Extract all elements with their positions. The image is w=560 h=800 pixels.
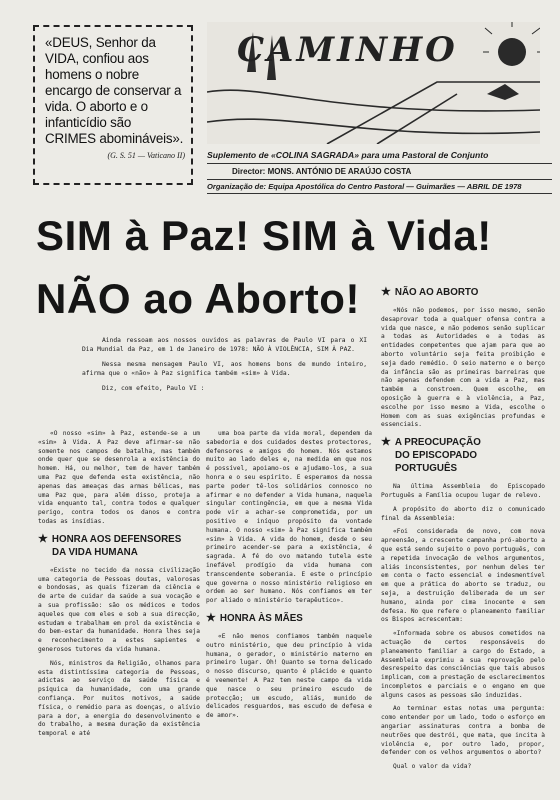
star-icon: ★ (381, 436, 391, 449)
masthead-subtitle: Suplemento de «COLINA SAGRADA» para uma Pastoral de Conjunto (207, 150, 489, 160)
headline-line-2: NÃO ao Aborto! (36, 275, 361, 322)
column-paragraph: «O nosso «sim» à Paz, estende-se a um «sim» à Vida. A Paz deve afirmar-se não somente nos campos de batalha, mas também onde quer que se desenrola a existência do homem. Há, ou melhor, tem de haver também uma Paz que defenda esta existência, não apenas das ameaças das armas bélicas, mas uma Paz que, para além disso, proteja a vida enquanto tal, contra todos e qualquer perigo, contra todos os danos e contra todas as insídias. (38, 430, 200, 525)
column-3 (381, 280, 545, 777)
intro-text (82, 336, 367, 399)
heading-text: DA VIDA HUMANA (52, 546, 138, 558)
heading-text: DO EPISCOPADO (395, 450, 478, 462)
column-paragraph: Nós, ministros da Religião, olhamos para esta distintíssima categoria de Pessoas, adictas ao serviço da saúde física e psíquica da humanidade, com uma grande confiança. Por muitos motivos, a saúde física, o remédio para as doenças, o alívio para a dor, a energia do desenvolvimento e do trabalho, a mesma duração da existência temporal e até (38, 659, 200, 738)
headline-line-1: SIM à Paz! SIM à Vida! (36, 212, 492, 259)
star-icon: ★ (38, 532, 48, 545)
column-paragraph: «E não menos confiamos também naquele outro ministério, que deu princípio à vida humana, o gerador, o ministério materno em primeiro lugar. Oh! Quanto se torna delicado o nosso discurso, quanto é plácido e quanto é veemente! A Paz tem neste campo da vida que nasce o seu primeiro escudo de protecção; um escudo, aliás, munido de delicados resguardos, mas escudo de defesa e de amor». (206, 632, 372, 720)
column-paragraph: Na última Assembleia do Episcopado Português a Família ocupou lugar de relevo. (381, 483, 545, 499)
star-icon: ★ (381, 286, 391, 298)
heading-text: A PREOCUPAÇÃO (394, 437, 481, 449)
column-paragraph: Ao terminar estas notas uma pergunta: como entender por um lado, todo o esforço em angariar assinaturas contra a bomba de neutrões que destrói, que mata, que incita à violência e, por outro lado, propor, defender com os velhos argumentos o aborto? (381, 705, 545, 757)
divider-line (207, 163, 552, 164)
heading-text: PORTUGUÊS (395, 463, 458, 475)
section-heading-honra-defensores (38, 533, 200, 559)
column-paragraph: Qual o valor da vida? (393, 763, 472, 771)
masthead-director: Director: MONS. ANTÓNIO DE ARAÚJO COSTA (232, 167, 412, 176)
section-heading-episcopado (381, 436, 545, 475)
star-icon: ★ (206, 611, 216, 624)
intro-paragraph: Diz, com efeito, Paulo VI : (102, 385, 205, 392)
divider-line (207, 179, 552, 180)
quote-box (33, 25, 193, 185)
column-paragraph: «Existe no tecido da nossa civilização uma categoria de Pessoas doutas, valorosas e bondosas, as quais fizeram da ciência e de arte de cuidar da saúde a sua vocação e a sua profissão: são os médicos e todos aqueles que com eles e sob a sua direcção, estudam e trabalham em prol da existência e do bem-estar da humanidade. Honra lhes seja e reconhecimento a estes sapientes e generosos tutores da vida humana. (38, 566, 200, 653)
masthead-illustration (207, 22, 540, 144)
masthead-organization: Organização de: Equipa Apostólica do Centro Pastoral — Guimarães — ABRIL DE 1978 (207, 182, 522, 191)
heading-text: NÃO AO ABORTO (394, 287, 479, 298)
column-paragraph: «Foi considerada de novo, com nova apreensão, a crescente campanha pró-aborto a que está sendo sujeito o povo português, com a repetida invocação de velhos argumentos, aliás inconsistentes, por nenhum deles ter em conta o facto essencial e indesmentível em que a prática do aborto se traduz, ou seja, a destruição deliberada de um ser humano, ainda por cima inocente e sem defesa. No que refere o planeamento familiar os Bispos acrescentam: (381, 528, 545, 624)
quote-text: «DEUS, Senhor da VIDA, confiou aos homens o nobre encargo de conservar a vida. O aborto e o infanticídio são CRIMES abomináveis». (45, 35, 184, 146)
section-heading-nao-aborto (381, 286, 545, 299)
quote-source: (G. S. 51 — Vaticano II) (107, 151, 185, 160)
column-paragraph: «Informada sobre os abusos cometidos na actuação de certos responsáveis do planeamento familiar a cargo do Estado, a Assembleia exprimiu a sua reprovação pelo desrespeito das consciências que tais abusos implicam, com a prestação de esclarecimentos incompletos e parciais e o engano em que alguns casos as pessoas são induzidas. (381, 630, 545, 699)
column-paragraph: «Nós não podemos, por isso mesmo, senão desaprovar toda a qualquer ofensa contra a vida que nasce, e não podemos senão suplicar a todas as Autoridades e a todas as entidades competentes que ajam para que ao aborto voluntário seja feita proibição e seja dado remédio. O seio materno e o berço da infância são as primeiras barreiras que não apenas defendem com a vida a Paz, mas também a constroem. Quem escolhe, em oposição à guerra e à violência, a Paz, escolhe por isso mesmo a Vida, escolhe o Homem com as suas exigências profundas e essenciais. (381, 307, 545, 429)
intro-paragraph: Nessa mesma mensagem Paulo VI, aos homens bons de mundo inteiro, afirma que o «não» à Paz significa também «sim» à Vida. (82, 361, 367, 377)
column-paragraph: uma boa parte da vida moral, dependem da sabedoria e dos cuidados destes protectores, defensores e amigos do homem. Nós estamos muito ao lado deles e, na medida em que nos é possível, apoiamo-os e ajudamo-los, a sua honra e o seu espírito. E esperamos da nossa parte poder tê-los solidários connosco no afirmar e no defender a Vida humana, naquela singular contingência, em que a mesma Vida pode vir a achar-se comprometida, por um positivo e iníquo propósito da vontade humana. O nosso «sim» à Paz significa também «sim» à Vida. A vida do homem, desde o seu primeiro acender-se para a existência, é sagrada. A fé do ovo matando tutela este inefável prodígio da vida humana com transcendente soberania. E este o princípio que governa o nosso ministério religioso em ordem ao ser humano. Nós confiamos em ter por aliado o ministério terapêutico». (206, 430, 372, 605)
divider-line (207, 193, 552, 194)
masthead-title: CAMINHO (237, 30, 458, 70)
intro-paragraph: Ainda ressoam aos nossos ouvidos as palavras de Paulo VI para o XI Dia Mundial da Paz, em 1 de Janeiro de 1978: NÃO À VIOLÊNCIA, SIM À PAZ. (82, 337, 367, 353)
column-1 (38, 430, 200, 744)
section-heading-honra-maes (206, 612, 372, 625)
heading-text: HONRA ÀS MÃES (219, 612, 303, 624)
column-2 (206, 430, 372, 726)
column-paragraph: A propósito do aborto diz o comunicado final da Assembleia: (381, 505, 545, 522)
heading-text: HONRA AOS DEFENSORES (51, 533, 182, 545)
